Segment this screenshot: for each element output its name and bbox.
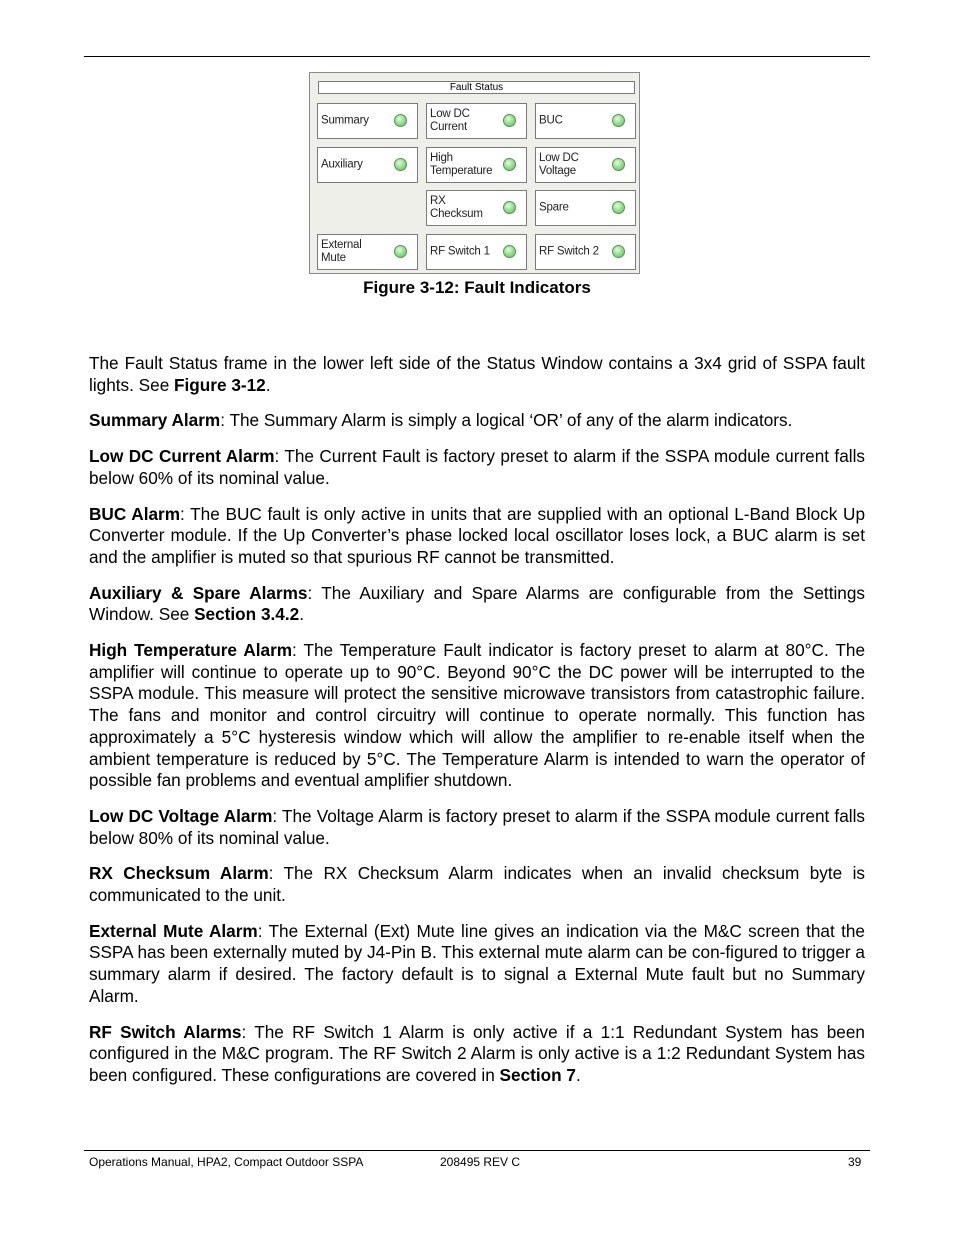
green-led-icon (503, 158, 516, 171)
fault-cell-summary (317, 103, 418, 139)
figure-caption: Figure 3-12: Fault Indicators (363, 278, 591, 297)
fault-status-title: Fault Status (318, 81, 635, 94)
buc-alarm-paragraph (89, 504, 865, 569)
text-run: : The Temperature Fault indicator is factory preset to alarm at 80°C. The amplifier will continue to operate up to 90°C. Beyond 90°C the DC power will be interrupted to the SSPA module. This measure will protect the sensitive microwave transistors from catastrophic failure. The fans and monitor and control circuitry will continue to operate normally. This function has approximately a 5°C hysteresis window which will allow the amplifier to re-enable itself when the ambient temperature is reduced by 5°C. The Temperature Alarm is intended to warn the operator of possible fan problems and eventual amplifier shutdown. (89, 640, 866, 791)
external-mute-paragraph (89, 921, 865, 1008)
fault-cell-spare (535, 190, 636, 226)
text-run: : The Voltage Alarm is factory preset to alarm if the SSPA module current falls below 80% of its nominal value. (89, 805, 865, 848)
text-run: : The Summary Alarm is simply a logical ‘OR’ of any of the alarm indicators. (220, 410, 793, 431)
fault-label: RX Checksum (430, 195, 483, 220)
fault-cell-rx-checksum (426, 190, 527, 226)
text-run: The Fault Status frame in the lower left side of the Status Window contains a 3x4 grid of SSPA fault lights. See (89, 353, 865, 395)
fault-label: Low DC Voltage (539, 152, 579, 177)
text-run: . (299, 604, 304, 625)
fault-label: External Mute (321, 239, 362, 264)
fault-cell-buc (535, 103, 636, 139)
fault-cell-low-dc-voltage (535, 147, 636, 183)
fault-label: High Temperature (430, 152, 493, 177)
term: BUC Alarm (89, 503, 181, 524)
text-run: : The Auxiliary and Spare Alarms are configurable from the Settings Window. See (89, 582, 865, 625)
green-led-icon (612, 245, 625, 258)
term: RX Checksum Alarm (89, 863, 269, 884)
section-reference: Section 7 (499, 1064, 576, 1085)
text-run: . (575, 1064, 581, 1085)
term: Low DC Current Alarm (89, 446, 275, 467)
high-temperature-paragraph (89, 640, 865, 792)
rf-switch-paragraph (89, 1022, 865, 1087)
fault-label: Summary (321, 114, 369, 127)
green-led-icon (612, 114, 625, 127)
fault-label: RF Switch 2 (539, 245, 599, 258)
text-run: : The Current Fault is factory preset to alarm if the SSPA module current falls below 60% of its nominal value. (89, 446, 865, 488)
term: Low DC Voltage Alarm (89, 805, 273, 826)
low-dc-voltage-paragraph (89, 806, 865, 849)
green-led-icon (503, 114, 516, 127)
fault-status-panel (309, 72, 640, 274)
footer-manual-title: Operations Manual, HPA2, Compact Outdoor SSPA (89, 1155, 364, 1169)
fault-label: BUC (539, 114, 563, 127)
section-reference: Section 3.4.2 (194, 604, 300, 625)
term: Summary Alarm (89, 410, 221, 431)
text-run: : The External (Ext) Mute line gives an indication via the M&C screen that the SSPA has been externally muted by J4-Pin B. This external mute alarm can be con-figured to trigger a summary alarm if desired. The factory default is to signal a External Mute fault but no Summary Alarm. (89, 920, 865, 1006)
header-rule (84, 56, 870, 57)
green-led-icon (503, 245, 516, 258)
summary-alarm-paragraph (89, 410, 865, 432)
green-led-icon (612, 201, 625, 214)
fault-cell-high-temperature (426, 147, 527, 183)
term: RF Switch Alarms (89, 1021, 242, 1042)
green-led-icon (394, 114, 407, 127)
fault-label: RF Switch 1 (430, 245, 490, 258)
footer-page-number: 39 (848, 1155, 862, 1169)
text-run: : The BUC fault is only active in units that are supplied with an optional L-Band Block Up Converter module. If the Up Converter’s phase locked local oscillator loses lock, a BUC alarm is set and the amplifier is muted so that spurious RF cannot be transmitted. (89, 503, 866, 567)
fault-cell-low-dc-current (426, 103, 527, 139)
green-led-icon (394, 245, 407, 258)
figure-reference: Figure 3-12 (174, 374, 266, 395)
intro-paragraph (89, 353, 865, 396)
green-led-icon (612, 158, 625, 171)
fault-cell-auxiliary (317, 147, 418, 183)
fault-cell-rf-switch-1 (426, 234, 527, 270)
footer-rule (84, 1150, 870, 1151)
fault-cell-external-mute (317, 234, 418, 270)
term: Auxiliary & Spare Alarms (89, 582, 308, 603)
fault-label: Auxiliary (321, 158, 363, 171)
text-run: . (265, 374, 271, 395)
text-run: : The RF Switch 1 Alarm is only active if a 1:1 Redundant System has been configured in the M&C program. The RF Switch 2 Alarm is only active is a 1:2 Redundant System has been configured. These configurations are covered in (89, 1021, 865, 1085)
footer-document-number: 208495 REV C (440, 1155, 521, 1169)
term: External Mute Alarm (89, 920, 258, 941)
green-led-icon (503, 201, 516, 214)
fault-cell-rf-switch-2 (535, 234, 636, 270)
body-text (89, 353, 865, 1101)
term: High Temperature Alarm (89, 640, 293, 661)
fault-label: Low DC Current (430, 108, 470, 133)
fault-label: Spare (539, 201, 569, 214)
green-led-icon (394, 158, 407, 171)
auxiliary-spare-paragraph (89, 583, 865, 626)
rx-checksum-paragraph (89, 863, 865, 906)
text-run: : The RX Checksum Alarm indicates when an invalid checksum byte is communicated to the unit. (89, 863, 865, 906)
low-dc-current-paragraph (89, 446, 865, 489)
